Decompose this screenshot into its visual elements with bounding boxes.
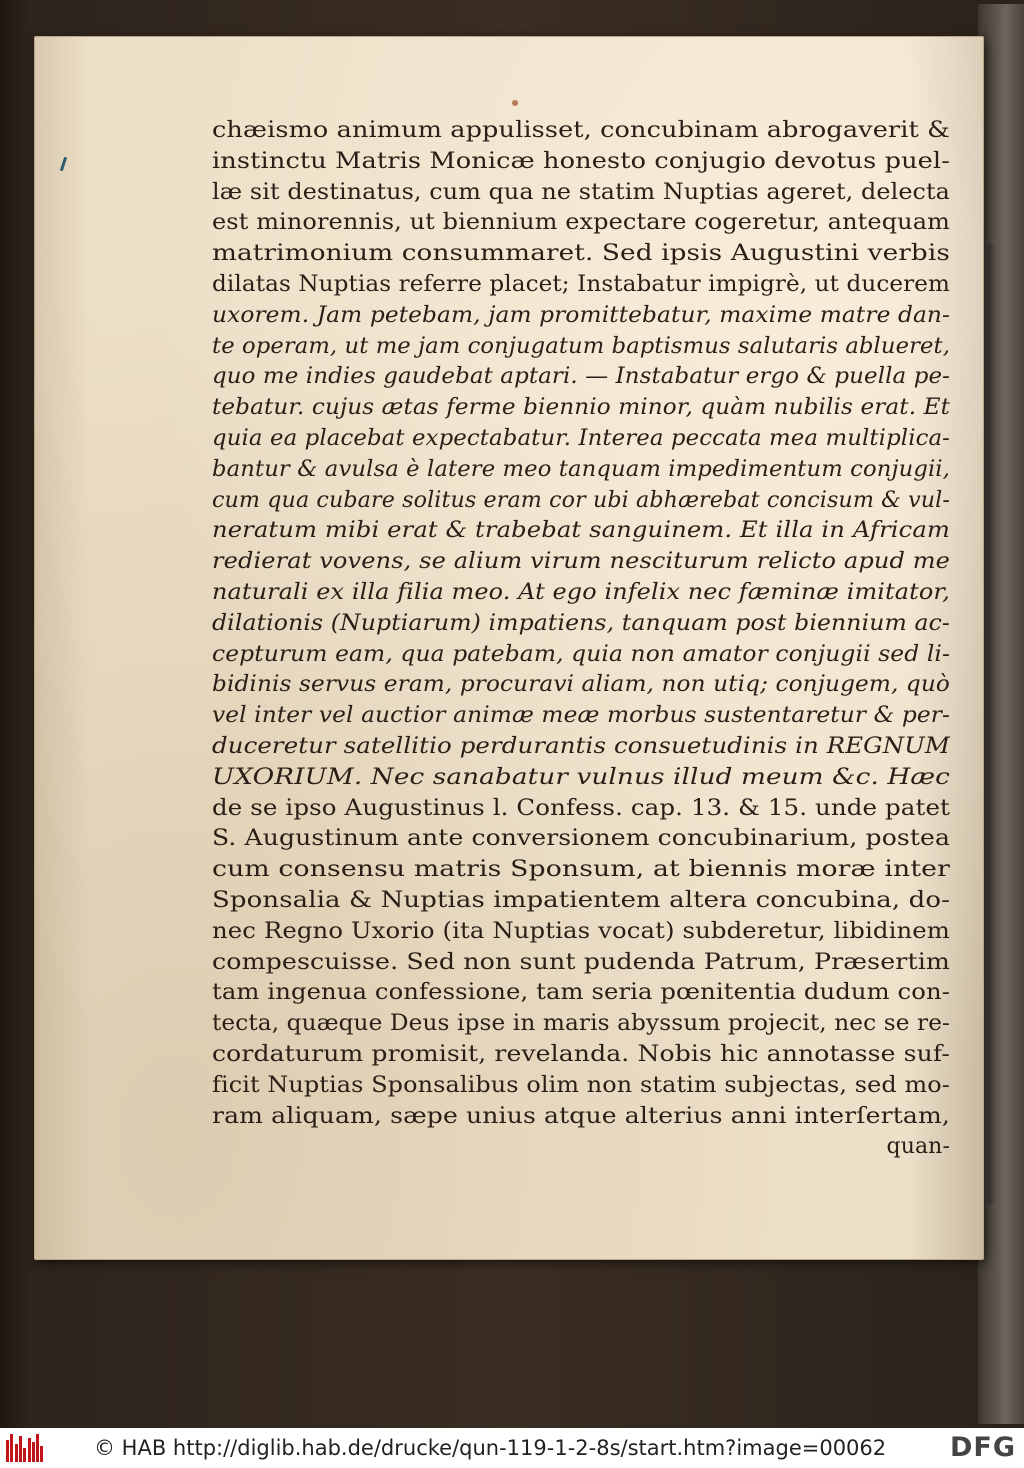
text-line: naturali ex illa filia meo. At ego infelix nec fæminæ imitator,	[212, 579, 950, 605]
catchword: quan-	[886, 1134, 950, 1160]
text-line: compescuisse. Sed non sunt pudenda Patrum, Præsertim	[212, 949, 950, 975]
binding-edge	[978, 4, 1024, 1424]
dfg-logo: DFG	[949, 1432, 1016, 1463]
text-line: chæismo animum appulisset, concubinam abrogaverit &	[212, 118, 950, 143]
text-line: uxorem. Jam petebam, jam promittebatur, maxime matre dan-	[212, 302, 950, 328]
text-line: te operam, ut me jam conjugatum baptismus salutaris ablueret,	[212, 333, 950, 359]
text-line: nec Regno Uxorio (ita Nuptias vocat) subderetur, libidinem	[212, 918, 950, 944]
hab-logo-icon	[6, 1434, 46, 1462]
text-line: matrimonium consummaret. Sed ipsis Augustini verbis	[212, 241, 950, 267]
copyright-url[interactable]: © HAB http://diglib.hab.de/drucke/qun-119-1-2-8s/start.htm?image=00062	[94, 1436, 887, 1460]
text-line: UXORIUM. Nec sanabatur vulnus illud meum &c. Hæc	[212, 764, 950, 790]
text-line: instinctu Matris Monicæ honesto conjugio devotus puel-	[212, 148, 950, 174]
text-line: cum consensu matris Sponsum, at biennis moræ inter	[212, 857, 950, 883]
text-line: quo me indies gaudebat aptari. — Instabatur ergo & puella pe-	[212, 364, 950, 390]
text-line: de se ipso Augustinus l. Confess. cap. 13. & 15. unde patet	[212, 795, 950, 821]
text-line: cum qua cubare solitus eram cor ubi abhærebat concisum & vul-	[212, 487, 950, 513]
text-line: duceretur satellitio perdurantis consuetudinis in REGNUM	[212, 733, 950, 759]
text-line: dilationis (Nuptiarum) impatiens, tanquam post biennium ac-	[212, 610, 950, 636]
text-line: tecta, quæque Deus ipse in maris abyssum projecit, nec se re-	[212, 1011, 950, 1037]
text-line: dilatas Nuptias referre placet; Instabatur impigrè, ut ducerem	[212, 271, 951, 297]
text-line: vel inter vel auctior animæ meæ morbus sustentaretur & per-	[212, 703, 951, 729]
text-line: bantur & avulsa è latere meo tanquam impedimentum conjugii,	[212, 456, 951, 482]
text-line: ficit Nuptias Sponsalibus olim non statim subjectas, sed mo-	[212, 1072, 950, 1098]
text-line: bidinis servus eram, procuravi aliam, non utiq; conjugem, quò	[212, 672, 950, 698]
text-line: læ sit destinatus, cum qua ne statim Nuptias ageret, delecta	[212, 179, 950, 205]
text-line: neratum mibi erat & trabebat sanguinem. Et illa in Africam	[212, 518, 950, 544]
text-line: est minorennis, ut biennium expectare cogeretur, antequam	[212, 210, 951, 236]
text-line: cordaturum promisit, revelanda. Nobis hic annotasse suf-	[212, 1041, 950, 1067]
text-line: cepturum eam, qua patebam, quia non amator conjugii sed li-	[212, 641, 950, 667]
text-line: S. Augustinum ante conversionem concubinarium, postea	[212, 826, 950, 852]
text-line: redierat vovens, se alium virum nesciturum relicto apud me	[212, 549, 950, 575]
ink-spot	[512, 100, 518, 106]
viewer-footer	[0, 1428, 1024, 1468]
text-line: quia ea placebat expectabatur. Interea peccata mea multiplica-	[212, 425, 951, 451]
text-line: ram aliquam, sæpe unius atque alterius anni interſertam,	[212, 1103, 950, 1129]
text-line: tam ingenua confessione, tam seria pœnitentia dudum con-	[212, 980, 950, 1006]
text-line: tebatur. cujus ætas ferme biennio minor, quàm nubilis erat. Et	[212, 395, 951, 421]
page-text	[212, 116, 950, 1163]
text-line: Sponsalia & Nuptias impatientem altera concubina, do-	[212, 887, 950, 913]
